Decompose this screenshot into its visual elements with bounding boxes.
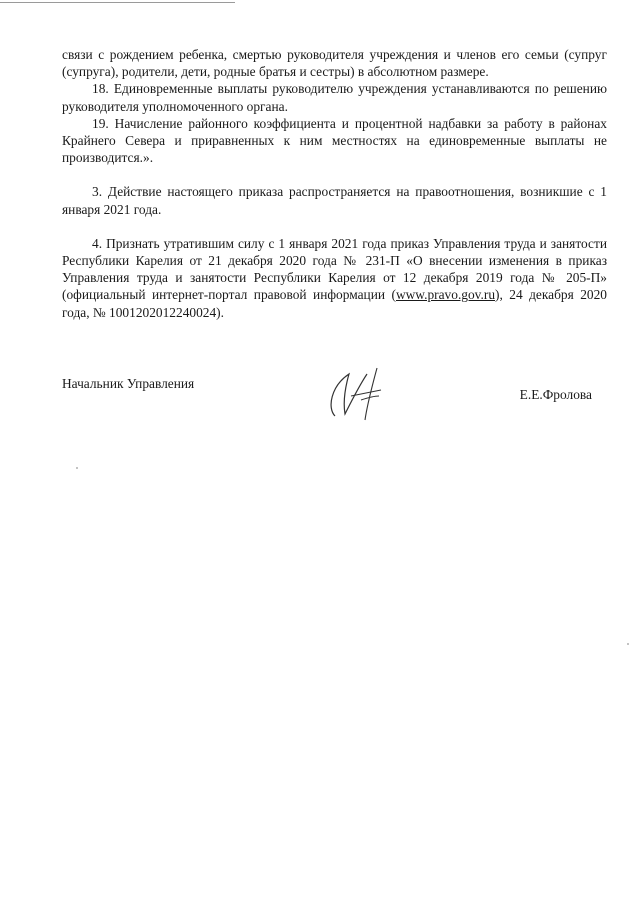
- paragraph-4-text-after: ), 24 декабря 2020 года, № 1001202012240024).: [62, 287, 607, 320]
- paragraph-4: [62, 235, 607, 321]
- document-body: [62, 46, 607, 321]
- paragraph-18: 18. Единовременные выплаты руководителю учреждения устанавливаются по решению руководителя уполномоченного органа.: [62, 81, 607, 114]
- paragraph-continuation: связи с рождением ребенка, смертью руководителя учреждения и членов его семьи (супруг (супруга), родители, дети, родные братья и сестры) в абсолютном размере.: [62, 47, 607, 80]
- paragraph-3: 3. Действие настоящего приказа распространяется на правоотношения, возникшие с 1 января 2021 года.: [62, 184, 607, 217]
- signatory-name: Е.Е.Фролова: [519, 387, 592, 402]
- header-rule: [0, 2, 235, 3]
- paragraph-4-text-before: 4. Признать утратившим силу с 1 января 2021 года приказ Управления труда и занятости Республики Карелия от 21 декабря 2020 года № 231-П «О внесении изменения в приказ Управления труда и занятости Республики Карелия от 12 декабря 2019 года № 205-П» (официальный интернет-портал правовой информации (: [62, 235, 607, 303]
- signature-block: [62, 376, 607, 436]
- signatory-title: Начальник Управления: [62, 376, 195, 391]
- scan-speck: [627, 643, 629, 645]
- scan-speck: [76, 467, 78, 469]
- pravo-link[interactable]: www.pravo.gov.ru: [395, 287, 496, 303]
- handwritten-signature: [321, 366, 401, 426]
- paragraph-19: 19. Начисление районного коэффициента и процентной надбавки за работу в районах Крайнего Севера и приравненных к ним местностях на единовременные выплаты не производится.».: [62, 115, 607, 166]
